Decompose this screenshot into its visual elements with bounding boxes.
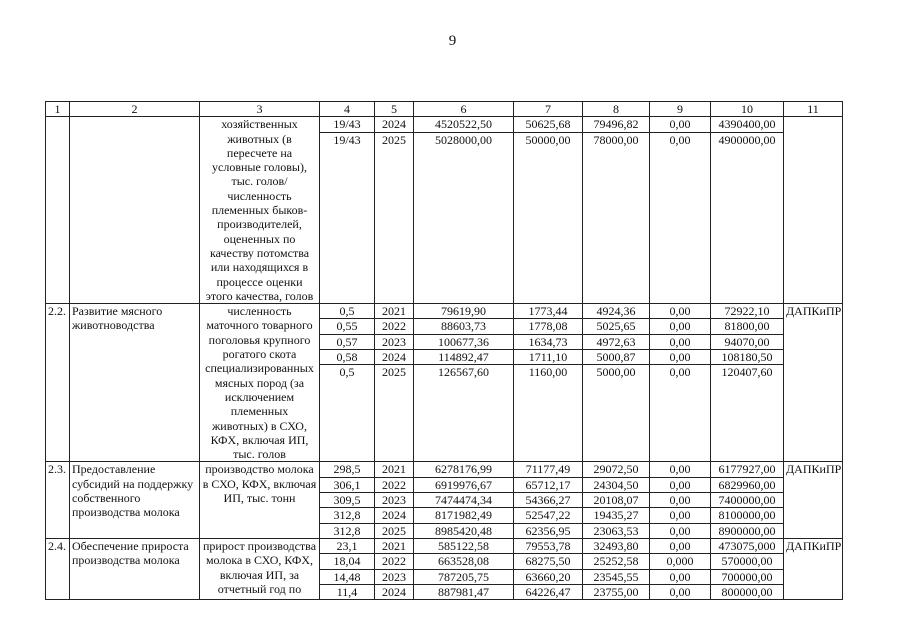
- value-cell: 2024: [375, 350, 413, 365]
- value-column-c5: [375, 304, 414, 462]
- value-column-c8: [583, 304, 650, 462]
- value-cell: 23,1: [320, 539, 374, 554]
- header-cell: 3: [200, 102, 320, 117]
- row-number: 2.3.: [46, 462, 70, 538]
- value-cell: 663528,08: [414, 554, 513, 569]
- value-cell: 312,8: [333, 523, 361, 538]
- value-cell: 126567,60: [438, 365, 489, 380]
- value-cell: 94070,00: [711, 335, 783, 350]
- value-column-c8: [583, 462, 650, 538]
- header-cell: 2: [70, 102, 200, 117]
- value-column-c9: [650, 117, 711, 304]
- value-cell: 0,00: [650, 304, 710, 319]
- value-cell: 5000,87: [583, 350, 649, 365]
- row-number: 2.2.: [46, 304, 70, 462]
- header-cell: 4: [320, 102, 375, 117]
- value-cell: 0,00: [650, 539, 710, 554]
- value-column-c10: [711, 304, 784, 462]
- value-cell: 298,5: [320, 462, 374, 477]
- value-cell: 2023: [375, 570, 413, 585]
- value-column-c6: [414, 117, 514, 304]
- value-cell: 8900000,00: [718, 523, 776, 538]
- row-indicator: прирост производства молока в СХО, КФХ, включая ИП, за отчетный год по: [200, 538, 320, 599]
- value-cell: 306,1: [320, 478, 374, 493]
- value-cell: 0,57: [320, 335, 374, 350]
- header-cell: 6: [414, 102, 514, 117]
- table-row: [46, 304, 843, 462]
- value-column-c5: [375, 538, 414, 599]
- value-cell: 0,58: [320, 350, 374, 365]
- row-name: Обеспечение прироста производства молока: [70, 538, 200, 599]
- value-cell: 23755,00: [593, 584, 639, 599]
- value-cell: 0,000: [650, 554, 710, 569]
- value-column-c7: [514, 462, 583, 538]
- value-cell: 2025: [382, 365, 406, 380]
- value-cell: 23063,53: [593, 523, 639, 538]
- row-number: [46, 117, 70, 304]
- value-cell: 0,00: [669, 132, 691, 147]
- row-name: [70, 117, 200, 304]
- value-cell: 0,00: [650, 319, 710, 334]
- value-cell: 1773,44: [514, 304, 582, 319]
- value-cell: 309,5: [320, 493, 374, 508]
- value-cell: 0,00: [650, 508, 710, 523]
- value-cell: 700000,00: [711, 570, 783, 585]
- value-cell: 23545,55: [583, 570, 649, 585]
- value-cell: 2022: [375, 319, 413, 334]
- value-column-c10: [711, 538, 784, 599]
- value-cell: 0,00: [650, 462, 710, 477]
- value-cell: 18,04: [320, 554, 374, 569]
- value-cell: 11,4: [336, 584, 358, 599]
- value-cell: 6829960,00: [711, 478, 783, 493]
- value-column-c9: [650, 462, 711, 538]
- value-cell: 4900000,00: [718, 132, 776, 147]
- row-name: Развитие мясного животноводства: [70, 304, 200, 462]
- value-cell: 114892,47: [414, 350, 513, 365]
- value-column-c6: [414, 462, 514, 538]
- value-cell: 78000,00: [593, 132, 639, 147]
- value-column-c8: [583, 117, 650, 304]
- value-column-c6: [414, 538, 514, 599]
- value-cell: 2021: [375, 462, 413, 477]
- value-cell: 0,00: [650, 335, 710, 350]
- table-row: [46, 538, 843, 599]
- value-cell: 63660,20: [514, 570, 582, 585]
- value-cell: 50000,00: [525, 132, 571, 147]
- value-column-c4: [320, 117, 375, 304]
- value-cell: 52547,22: [514, 508, 582, 523]
- value-cell: 0,5: [339, 365, 355, 380]
- value-column-c6: [414, 304, 514, 462]
- value-cell: 0,5: [320, 304, 374, 319]
- value-cell: 14,48: [320, 570, 374, 585]
- value-cell: 79496,82: [583, 117, 649, 132]
- value-cell: 0,00: [650, 493, 710, 508]
- row-indicator: хозяйственных животных (в пересчете на условные головы), тыс. голов/ численность племенных быков-производителей, оцененных по качеству потомства или находящихся в процессе оценки этого качества, голов: [200, 117, 320, 304]
- value-column-c5: [375, 117, 414, 304]
- value-cell: 2023: [375, 335, 413, 350]
- value-cell: 5000,00: [596, 365, 636, 380]
- value-cell: 585122,58: [414, 539, 513, 554]
- value-cell: 2022: [375, 478, 413, 493]
- row-responsible: ДАПКиПР: [784, 538, 843, 599]
- value-cell: 7400000,00: [711, 493, 783, 508]
- value-cell: 5028000,00: [435, 132, 492, 147]
- value-cell: 6919976,67: [414, 478, 513, 493]
- value-column-c10: [711, 462, 784, 538]
- table-row: [46, 117, 843, 304]
- value-cell: 7474474,34: [414, 493, 513, 508]
- value-cell: 2021: [375, 304, 413, 319]
- value-column-c10: [711, 117, 784, 304]
- value-cell: 312,8: [320, 508, 374, 523]
- page-number: 9: [448, 33, 457, 49]
- value-cell: 88603,73: [414, 319, 513, 334]
- header-cell: 5: [375, 102, 414, 117]
- value-cell: 4390400,00: [711, 117, 783, 132]
- value-cell: 2024: [375, 117, 413, 132]
- value-cell: 24304,50: [583, 478, 649, 493]
- value-cell: 2024: [375, 508, 413, 523]
- value-cell: 473075,000: [711, 539, 783, 554]
- value-cell: 4924,36: [583, 304, 649, 319]
- indicators-table: [45, 101, 843, 600]
- value-cell: 787205,75: [414, 570, 513, 585]
- header-cell: 8: [583, 102, 650, 117]
- value-cell: 65712,17: [514, 478, 582, 493]
- value-column-c5: [375, 462, 414, 538]
- value-cell: 72922,10: [711, 304, 783, 319]
- header-row: [46, 102, 843, 117]
- value-column-c9: [650, 304, 711, 462]
- row-number: 2.4.: [46, 538, 70, 599]
- value-cell: 64226,47: [525, 584, 571, 599]
- value-cell: 2022: [375, 554, 413, 569]
- value-column-c4: [320, 304, 375, 462]
- value-cell: 120407,60: [721, 365, 773, 380]
- value-cell: 54366,27: [514, 493, 582, 508]
- value-cell: 0,00: [669, 584, 691, 599]
- value-cell: 1160,00: [528, 365, 568, 380]
- value-cell: 0,00: [650, 117, 710, 132]
- value-cell: 1778,08: [514, 319, 582, 334]
- table-row: [46, 462, 843, 538]
- value-cell: 0,55: [320, 319, 374, 334]
- value-column-c7: [514, 538, 583, 599]
- value-cell: 0,00: [650, 350, 710, 365]
- value-cell: 0,00: [650, 570, 710, 585]
- value-cell: 79619,90: [414, 304, 513, 319]
- value-cell: 800000,00: [721, 584, 773, 599]
- value-cell: 2025: [382, 132, 406, 147]
- value-cell: 2023: [375, 493, 413, 508]
- header-cell: 1: [46, 102, 70, 117]
- row-responsible: ДАПКиПР: [784, 304, 843, 462]
- value-column-c8: [583, 538, 650, 599]
- value-column-c4: [320, 538, 375, 599]
- value-cell: 25252,58: [583, 554, 649, 569]
- value-column-c4: [320, 462, 375, 538]
- value-column-c7: [514, 304, 583, 462]
- value-cell: 2025: [382, 523, 406, 538]
- header-cell: 9: [650, 102, 711, 117]
- row-indicator: производство молока в СХО, КФХ, включая ИП, тыс. тонн: [200, 462, 320, 538]
- row-indicator: численность маточного товарного поголовья крупного рогатого скота специализированных мясных пород (за исключением племенных животных) в СХО, КФХ, включая ИП, тыс. голов: [200, 304, 320, 462]
- value-cell: 6278176,99: [414, 462, 513, 477]
- value-cell: 0,00: [669, 365, 691, 380]
- header-cell: 10: [711, 102, 784, 117]
- value-cell: 1634,73: [514, 335, 582, 350]
- value-cell: 6177927,00: [711, 462, 783, 477]
- value-cell: 2021: [375, 539, 413, 554]
- value-column-c9: [650, 538, 711, 599]
- value-cell: 8100000,00: [711, 508, 783, 523]
- value-cell: 0,00: [669, 523, 691, 538]
- value-cell: 19/43: [333, 132, 361, 147]
- value-cell: 79553,78: [514, 539, 582, 554]
- value-cell: 50625,68: [514, 117, 582, 132]
- row-responsible: [784, 117, 843, 304]
- value-cell: 100677,36: [414, 335, 513, 350]
- value-column-c7: [514, 117, 583, 304]
- value-cell: 8171982,49: [414, 508, 513, 523]
- value-cell: 19435,27: [583, 508, 649, 523]
- value-cell: 5025,65: [583, 319, 649, 334]
- value-cell: 68275,50: [514, 554, 582, 569]
- header-cell: 11: [784, 102, 843, 117]
- value-cell: 887981,47: [438, 584, 489, 599]
- value-cell: 570000,00: [711, 554, 783, 569]
- value-cell: 108180,50: [711, 350, 783, 365]
- row-name: Предоставление субсидий на поддержку собственного производства молока: [70, 462, 200, 538]
- value-cell: 62356,95: [525, 523, 571, 538]
- value-cell: 8985420,48: [435, 523, 492, 538]
- value-cell: 19/43: [320, 117, 374, 132]
- value-cell: 29072,50: [583, 462, 649, 477]
- value-cell: 1711,10: [514, 350, 582, 365]
- value-cell: 0,00: [650, 478, 710, 493]
- value-cell: 4520522,50: [414, 117, 513, 132]
- value-cell: 71177,49: [514, 462, 582, 477]
- row-responsible: ДАПКиПР: [784, 462, 843, 538]
- value-cell: 2024: [382, 584, 406, 599]
- value-cell: 81800,00: [711, 319, 783, 334]
- value-cell: 4972,63: [583, 335, 649, 350]
- value-cell: 32493,80: [583, 539, 649, 554]
- value-cell: 20108,07: [583, 493, 649, 508]
- header-cell: 7: [514, 102, 583, 117]
